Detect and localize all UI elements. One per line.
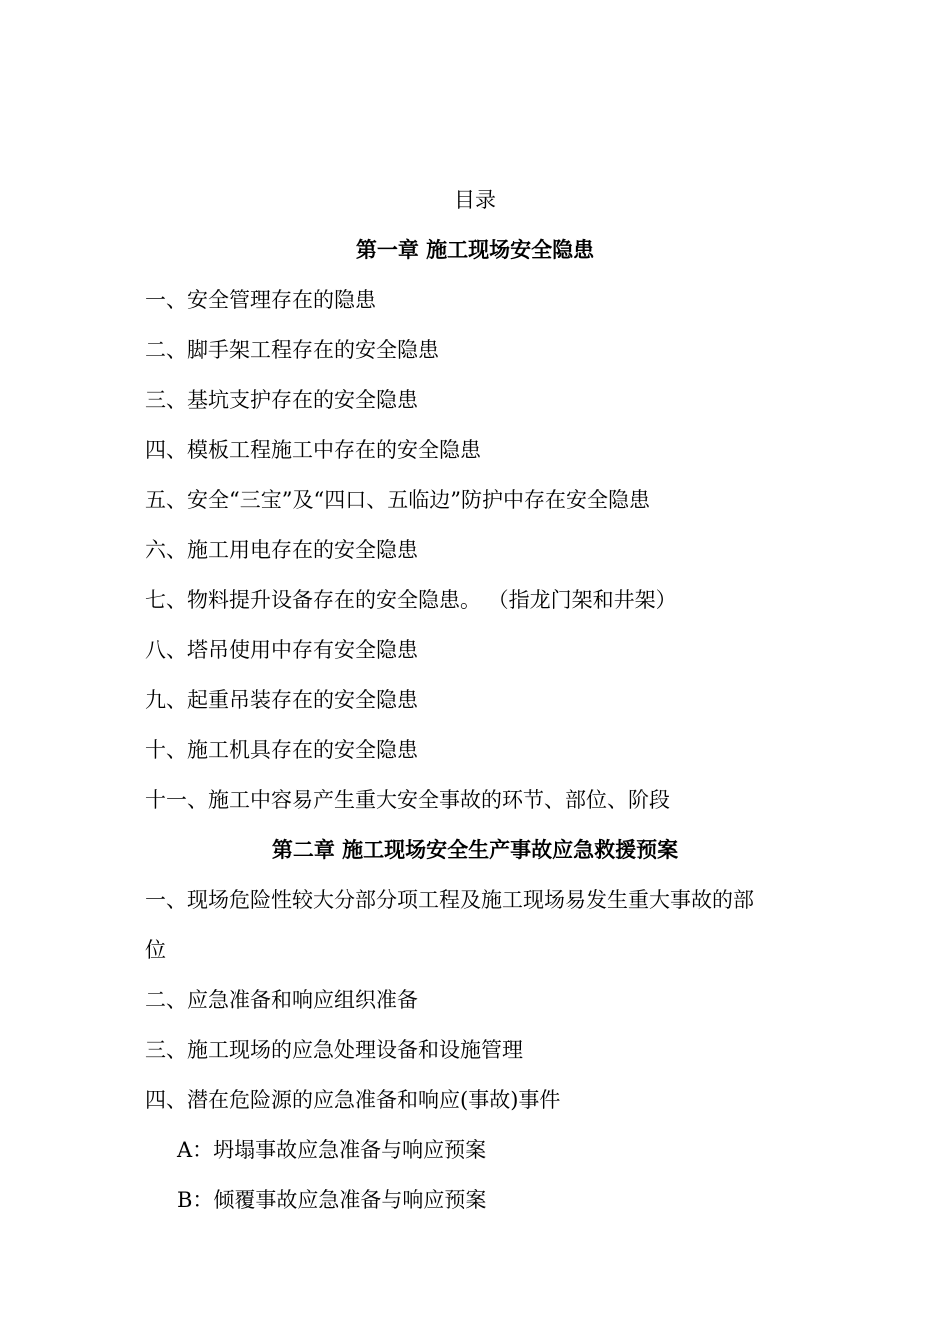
toc-item: 四、潜在危险源的应急准备和响应(事故)事件	[145, 1088, 561, 1112]
toc-item: 九、起重吊装存在的安全隐患	[145, 688, 418, 712]
chapter2-heading: 第二章 施工现场安全生产事故应急救援预案	[271, 837, 679, 862]
toc-item: 二、应急准备和响应组织准备	[145, 988, 418, 1012]
toc-item: 五、安全“三宝”及“四口、五临边”防护中存在安全隐患	[145, 488, 650, 512]
toc-item: 六、施工用电存在的安全隐患	[145, 538, 418, 562]
toc-item-continuation: 位	[145, 938, 166, 962]
toc-subitem: A：坍塌事故应急准备与响应预案	[177, 1138, 487, 1162]
toc-item: 七、物料提升设备存在的安全隐患。 （指龙门架和井架）	[145, 588, 677, 612]
chapter1-heading: 第一章 施工现场安全隐患	[355, 237, 595, 262]
toc-item: 一、现场危险性较大分部分项工程及施工现场易发生重大事故的部	[145, 888, 754, 912]
toc-item: 四、模板工程施工中存在的安全隐患	[145, 438, 481, 462]
toc-subitem: B：倾覆事故应急准备与响应预案	[177, 1188, 487, 1212]
toc-item: 一、安全管理存在的隐患	[145, 288, 376, 312]
toc-item: 八、塔吊使用中存有安全隐患	[145, 638, 418, 662]
toc-item: 二、脚手架工程存在的安全隐患	[145, 338, 439, 362]
toc-title: 目录	[454, 188, 496, 212]
toc-item: 三、施工现场的应急处理设备和设施管理	[145, 1038, 523, 1062]
toc-item: 十一、施工中容易产生重大安全事故的环节、部位、阶段	[145, 788, 670, 812]
toc-item: 十、施工机具存在的安全隐患	[145, 738, 418, 762]
toc-item: 三、基坑支护存在的安全隐患	[145, 388, 418, 412]
